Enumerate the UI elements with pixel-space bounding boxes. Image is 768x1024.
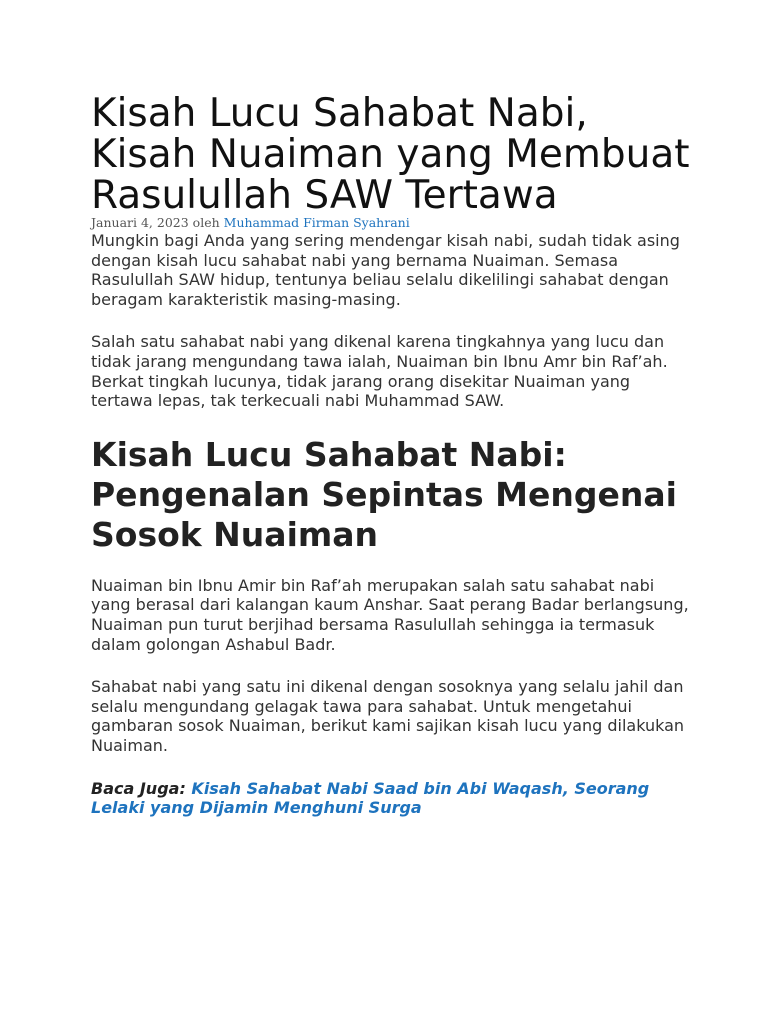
section-heading: Kisah Lucu Sahabat Nabi: Pengenalan Sepintas Mengenai Sosok Nuaiman [91,434,677,554]
article-title: Kisah Lucu Sahabat Nabi, Kisah Nuaiman yang Membuat Rasulullah SAW Tertawa [91,91,690,218]
article-meta [91,216,691,230]
article [91,93,691,818]
publish-date: Januari 4, 2023 [91,215,189,230]
section-paragraph-1: Nuaiman bin Ibnu Amir bin Raf’ah merupakan salah satu sahabat nabi yang berasal dari kalangan kaum Anshar. Saat perang Badar berlangsung, Nuaiman pun turut berjihad bersama Rasulullah sehingga ia termasuk dalam golongan Ashabul Badr. [91,575,689,654]
author-link[interactable]: Muhammad Firman Syahrani [223,215,410,230]
read-also-link[interactable]: Kisah Sahabat Nabi Saad bin Abi Waqash, Seorang Lelaki yang Dijamin Menghuni Surga [91,778,650,818]
read-also-label: Baca Juga: [91,778,186,798]
read-also [91,779,691,818]
byline-word: oleh [192,215,220,230]
intro-paragraph-1: Mungkin bagi Anda yang sering mendengar kisah nabi, sudah tidak asing dengan kisah lucu sahabat nabi yang bernama Nuaiman. Semasa Rasulullah SAW hidup, tentunya beliau selalu dikelilingi sahabat dengan beragam karakteristik masing-masing. [91,231,680,309]
intro-paragraph-2: Salah satu sahabat nabi yang dikenal karena tingkahnya yang lucu dan tidak jarang mengundang tawa ialah, Nuaiman bin Ibnu Amr bin Raf’ah. Berkat tingkah lucunya, tidak jarang orang disekitar Nuaiman yang tertawa lepas, tak terkecuali nabi Muhammad SAW. [91,332,668,411]
section-paragraph-2: Sahabat nabi yang satu ini dikenal dengan sosoknya yang selalu jahil dan selalu mengundang gelagak tawa para sahabat. Untuk mengetahui gambaran sosok Nuaiman, berikut kami sajikan kisah lucu yang dilakukan Nuaiman. [91,677,685,755]
